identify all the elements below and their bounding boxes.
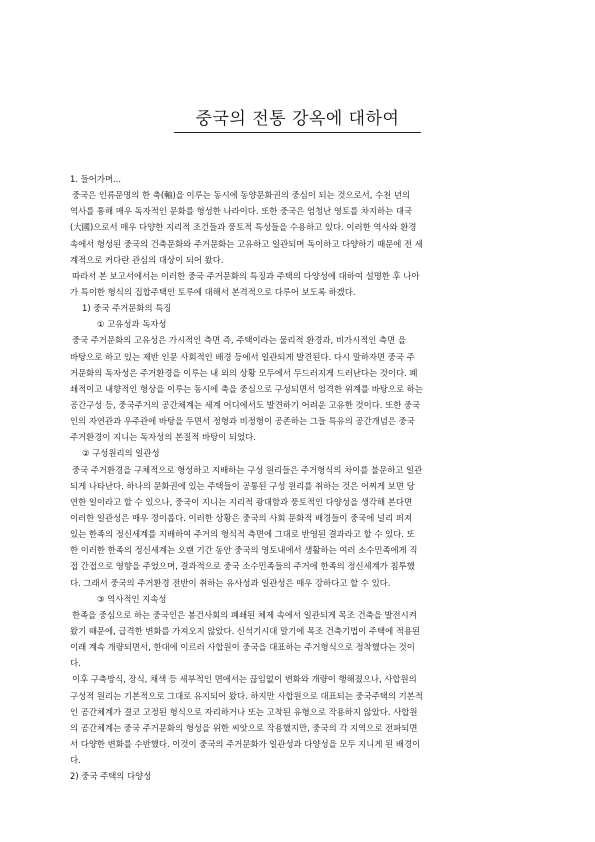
text-line: 쇄적이고 내향적인 형상을 이루는 동시에 축을 중심으로 구성되면서 엄격한 위계를 바탕으로 하는 (70, 383, 423, 394)
text-line: 주거환경이 지니는 독자성의 본질적 바탕이 되었다. (70, 432, 256, 443)
text-line: 다. (70, 658, 81, 669)
text-line: 가 특이한 형식의 집합주택인 토루에 대해서 본격적으로 다루어 보도록 하겠다. (70, 286, 356, 297)
text-line: 연한 일이라고 할 수 있으나, 중국이 지니는 지리적 광대함과 풍토적인 다양성을 생각해 본다면 (70, 496, 413, 507)
text-line: ② 구성원리의 일관성 (82, 448, 160, 459)
body-text (70, 171, 540, 784)
text-line: 인 공간체계가 결코 고정된 형식으로 자리하거나 또는 고착된 유형으로 작용하지 않았다. 사합원 (70, 706, 418, 717)
text-line: 왔기 때문에, 급격한 변화를 가져오지 않았다. 신석기시대 말기에 목조 건축기법이 주택에 적용된 (70, 625, 421, 636)
text-line: 바탕으로 하고 있는 제반 인문 사회적인 배경 등에서 일관되게 발견된다. 다시 말하자면 중국 주 (70, 351, 415, 362)
page-title: 중국의 전통 강옥에 대하여 (174, 104, 422, 133)
text-line: 2) 중국 주택의 다양성 (70, 771, 152, 782)
text-line: 서 다양한 변화를 수반했다. 이것이 중국의 주거문화가 일관성과 다양성을 모두 지니게 된 배경이 (70, 738, 421, 749)
text-line: 이러한 일관성은 매우 경이롭다. 이러한 상황은 중국의 사회 문화적 배경들이 중국에 널리 퍼져 (70, 512, 413, 523)
text-line: 다. (70, 755, 81, 766)
text-line: 중국 주거문화의 고유성은 가시적인 측면 즉, 주택이라는 물리적 환경과, 비가시적인 측면 을 (72, 335, 406, 346)
text-line: 의 공간체계는 중국 주거문화의 형성을 위한 씨앗으로 작용했지만, 중국의 각 지역으로 전파되면 (70, 722, 418, 733)
text-line: 속에서 형성된 중국의 건축문화와 주거문화는 고유하고 일관되며 독이하고 다양하기 때문에 전 세 (70, 238, 423, 249)
text-line: 1. 들어가며... (70, 174, 121, 184)
text-line: 있는 한족의 정신세계를 지배하여 주거의 형식적 측면에 그대로 반영된 결과라고 할 수 있다. 또 (70, 529, 415, 540)
text-line: 공간구성 등, 중국주거의 공간체계는 세계 어디에서도 발견하기 어려운 고유한 것이다. 또한 중국 (70, 399, 421, 410)
text-line: 이래 계속 개량되면서, 한대에 이르러 사합원이 중국을 대표하는 주거형식으로 정착했다는 것이 (70, 642, 415, 653)
text-line: 구성적 원리는 기본적으로 그대로 유지되어 왔다. 하지만 사합원으로 대표되는 중국주택의 기본적 (70, 690, 423, 701)
text-line: 1) 중국 주거문화의 특징 (82, 303, 172, 314)
text-line: (大國)으로서 매우 다양한 지리적 조건들과 풍토적 특성들을 수용하고 있다. 이러한 역사와 환경 (70, 222, 417, 233)
text-line: ③ 역사적인 지속성 (97, 593, 167, 604)
text-line: 중국 주거환경을 구체적으로 형성하고 지배하는 구성 원리들은 주거형식의 차이를 불문하고 일관 (72, 464, 423, 475)
text-line: 인의 자연관과 우주관에 바탕을 두면서 정형과 비정형이 공존하는 그들 특유의 공간개념은 중국 (70, 416, 415, 427)
text-line: 접 간접으로 영향을 주었으며, 결과적으로 중국 소수민족들의 주거에 한족의 정신세계가 침투했 (70, 561, 415, 572)
text-line: 따라서 본 보고서에서는 이러한 중국 주거문화의 특징과 주택의 다양성에 대하여 설명한 후 나아 (72, 270, 420, 281)
text-line: 되게 나타난다. 하나의 문화권에 있는 주택들이 공통된 구성 원리를 취하는 것은 어찌게 보면 당 (70, 480, 415, 491)
text-line: 한 이러한 한족의 정신세계는 오랜 기간 동안 중국의 영토내에서 생활하는 여러 소수민족에게 직 (70, 545, 418, 556)
text-line: 계적으로 커다란 관심의 대상이 되어 왔다. (70, 254, 224, 265)
text-line: ① 고유성과 독자성 (97, 319, 167, 330)
text-line: 역사를 통해 매우 독자적인 문화를 형성한 나라이다. 또한 중국은 엄청난 영토를 차지하는 대국 (70, 206, 413, 217)
text-line: 거문화의 독자성은 주거환경을 이루는 내 외의 상황 모두에서 두드러지게 드러난다는 것이다. 폐 (70, 367, 418, 378)
text-line: 다. 그래서 중국의 주거환경 전반이 취하는 유사성과 일관성은 매우 강하다고 할 수 있다. (70, 577, 391, 588)
text-line: 한족을 중심으로 하는 중국인은 봉건사회의 폐쇄된 체제 속에서 일관되게 목조 건축을 발전시켜 (72, 609, 417, 620)
text-line: 이후 구축방식, 장식, 채색 등 세부적인 면에서는 끊임없이 변화와 개량이 행해졌으나, 사합원의 (72, 674, 417, 685)
text-line: 중국은 인류문명의 한 축(軸)을 이루는 동시에 동양문화권의 중심이 되는 것으로서, 수천 년의 (72, 190, 411, 201)
title-block (0, 104, 595, 133)
